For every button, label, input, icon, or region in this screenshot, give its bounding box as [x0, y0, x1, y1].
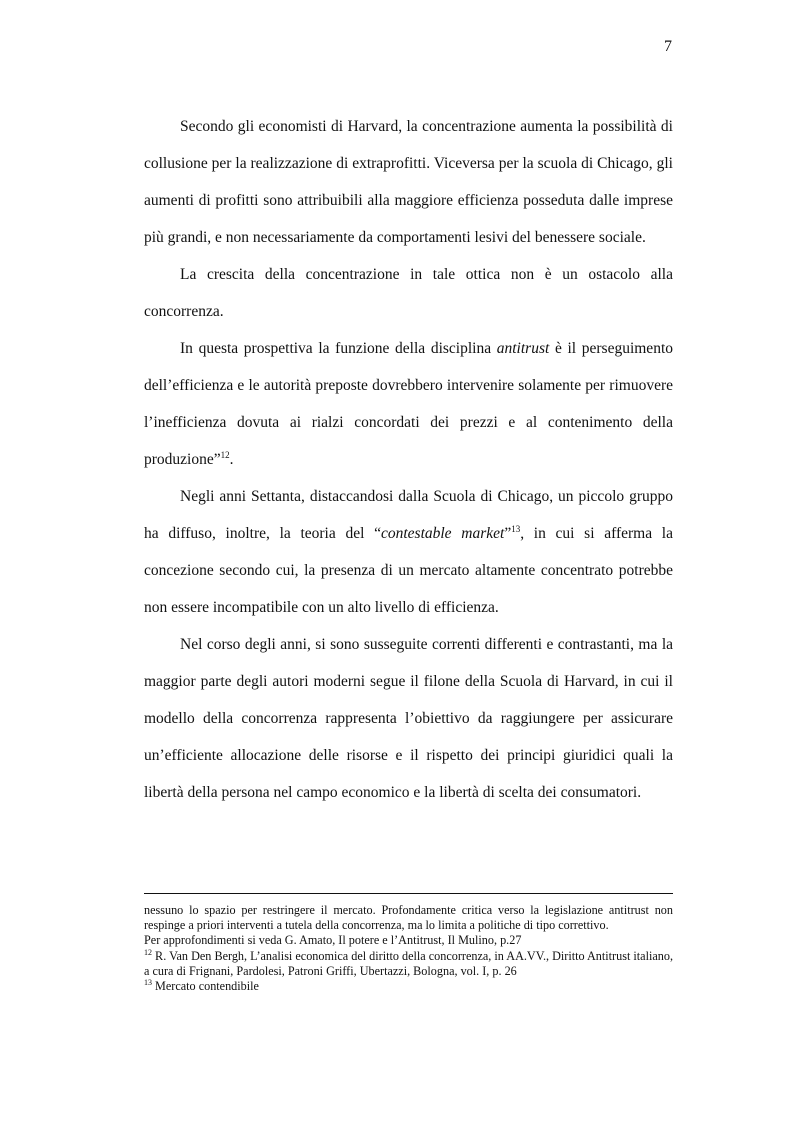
paragraph-text: . [229, 451, 234, 468]
paragraph-concentration: La crescita della concentrazione in tale ottica non è un ostacolo alla concorrenza. [144, 266, 673, 320]
footnote-continued: nessuno lo spazio per restringere il mercato. Profondamente critica verso la legislazione antitrust non respinge a priori interventi a tutela della concorrenza, ma lo limita a politiche di tipo correttivo. [144, 903, 673, 933]
paragraph-contestable-market [144, 478, 673, 626]
emphasis-contestable-market: contestable market [380, 525, 505, 542]
footnote-number-12: 12 [144, 947, 152, 957]
paragraph-modern-authors: Nel corso degli anni, si sono susseguite correnti differenti e contrastanti, ma la maggior parte degli autori moderni segue il filone della Scuola di Harvard, in cui il modello della concorrenza rappresenta l’obiettivo da raggiungere per assicurare un’efficiente allocazione delle risorse e il rispetto dei principi giuridici quali la libertà della persona nel campo economico e la libertà di scelta dei consumatori. [144, 636, 673, 801]
body-text [144, 108, 673, 811]
paragraph-text: è il perseguimento dell’efficienza e le autorità preposte dovrebbero intervenire solamente per rimuovere l’inefficienza dovuta ai rialzi concordati dei prezzi e al contenimento della produzione” [144, 340, 673, 468]
paragraph-text: , in cui si afferma la concezione secondo cui, la presenza di un mercato altamente concentrato potrebbe non essere incompatibile con un alto livello di efficienza. [144, 525, 673, 616]
footnote-text-12: R. Van Den Bergh, L’analisi economica del diritto della concorrenza, in AA.VV., Diritto Antitrust italiano, a cura di Frignani, Pardolesi, Patroni Griffi, Ubertazzi, Bologna, vol. I, p. 26 [144, 948, 673, 978]
paragraph-antitrust-function [144, 330, 673, 478]
footnote-ref-13[interactable]: 13 [511, 523, 521, 534]
footnote-text-13: Mercato contendibile [152, 979, 259, 994]
footnote-separator [144, 893, 673, 894]
footnote-continued-reference: Per approfondimenti si veda G. Amato, Il potere e l’Antitrust, Il Mulino, p.27 [144, 933, 522, 948]
footnotes [144, 903, 673, 994]
footnote-ref-12[interactable]: 12 [220, 449, 230, 460]
footnote-number-13: 13 [144, 977, 152, 987]
page-number: 7 [664, 38, 672, 55]
paragraph-harvard-chicago: Secondo gli economisti di Harvard, la concentrazione aumenta la possibilità di collusione per la realizzazione di extraprofitti. Viceversa per la scuola di Chicago, gli aumenti di profitti sono attribuibili alla maggiore efficienza posseduta dalle imprese più grandi, e non necessariamente da comportamenti lesivi del benessere sociale. [144, 118, 673, 246]
paragraph-text: Negli anni Settanta, distaccandosi dalla Scuola di Chicago, un piccolo gruppo ha diffuso, inoltre, la teoria del “ [144, 488, 673, 542]
footnote-13 [144, 979, 673, 994]
emphasis-antitrust: antitrust [496, 340, 550, 357]
footnote-12 [144, 949, 673, 979]
paragraph-text: In questa prospettiva la funzione della disciplina [180, 340, 497, 357]
paragraph-text: ” [504, 525, 512, 542]
